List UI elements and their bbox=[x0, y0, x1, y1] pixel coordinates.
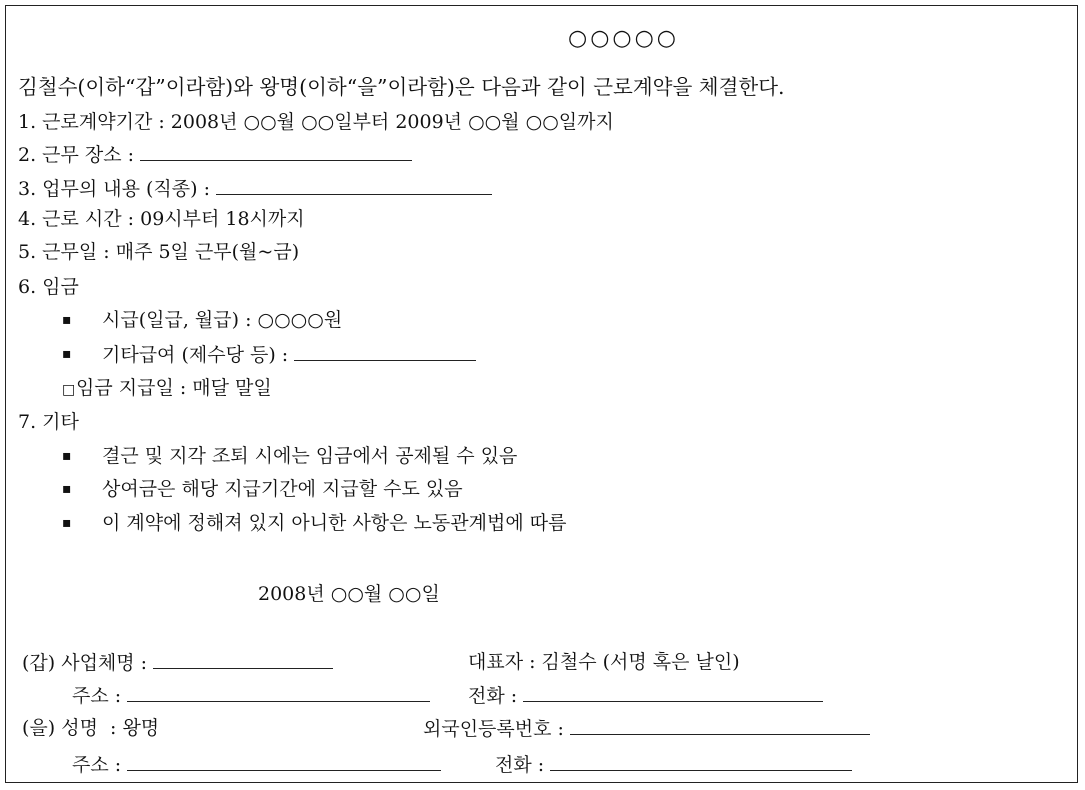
party-b-name: (을) 성명 : 왕명 bbox=[22, 717, 160, 739]
party-a-address-blank-field[interactable] bbox=[127, 683, 430, 702]
party-b-phone-label: 전화 : bbox=[495, 754, 551, 776]
misc-bullet bbox=[62, 444, 517, 468]
other-pay-blank-field[interactable] bbox=[294, 342, 476, 361]
contract-date: 2008년 ○○월 ○○일 bbox=[258, 583, 440, 605]
party-a-phone-label: 전화 : bbox=[468, 685, 524, 707]
item-wage-heading: 6. 임금 bbox=[18, 276, 79, 298]
item-job-description bbox=[18, 176, 492, 201]
party-b-registration bbox=[423, 716, 870, 741]
party-a-address bbox=[72, 683, 430, 708]
item-workplace-label: 2. 근무 장소 : bbox=[18, 144, 141, 166]
checkbox-icon: □ bbox=[62, 382, 76, 398]
misc-bullet-text: 결근 및 지각 조퇴 시에는 임금에서 공제될 수 있음 bbox=[102, 445, 518, 467]
party-a-phone bbox=[468, 683, 823, 708]
wage-payday bbox=[62, 376, 272, 400]
registration-number-blank-field[interactable] bbox=[570, 716, 870, 735]
party-b-address-blank-field[interactable] bbox=[127, 752, 441, 771]
item-workplace bbox=[18, 142, 412, 167]
misc-bullet bbox=[62, 477, 463, 501]
wage-other-label: 기타급여 (제수당 등) : bbox=[102, 344, 295, 366]
bullet-icon: ▪ bbox=[62, 312, 72, 328]
party-b-address bbox=[72, 752, 441, 777]
bullet-icon: ▪ bbox=[62, 346, 72, 362]
misc-bullet-text: 상여금은 해당 지급기간에 지급할 수도 있음 bbox=[102, 478, 463, 500]
party-b-registration-label: 외국인등록번호 : bbox=[423, 718, 570, 740]
job-description-blank-field[interactable] bbox=[216, 176, 492, 195]
party-a-representative: 대표자 : 김철수 (서명 혹은 날인) bbox=[468, 651, 740, 673]
wage-other bbox=[62, 342, 476, 367]
document-title: ○○○○○ bbox=[568, 26, 679, 51]
bullet-icon: ▪ bbox=[62, 515, 72, 531]
party-a-business bbox=[22, 650, 333, 675]
wage-hourly-text: 시급(일급, 월급) : ○○○○원 bbox=[102, 309, 343, 331]
business-name-blank-field[interactable] bbox=[153, 650, 333, 669]
contract-intro: 김철수(이하“갑”이라함)와 왕명(이하“을”이라함)은 다음과 같이 근로계약을 체결한다. bbox=[18, 75, 785, 99]
wage-hourly bbox=[62, 308, 342, 332]
party-b-phone bbox=[495, 752, 852, 777]
item-job-description-label: 3. 업무의 내용 (직종) : bbox=[18, 178, 217, 200]
wage-payday-text: 임금 지급일 : 매달 말일 bbox=[76, 377, 272, 399]
item-working-days: 5. 근무일 : 매주 5일 근무(월~금) bbox=[18, 241, 300, 263]
misc-bullet-text: 이 계약에 정해져 있지 아니한 사항은 노동관계법에 따름 bbox=[102, 512, 567, 534]
party-a-address-label: 주소 : bbox=[72, 685, 128, 707]
item-contract-period: 1. 근로계약기간 : 2008년 ○○월 ○○일부터 2009년 ○○월 ○○일까지 bbox=[18, 111, 614, 133]
party-a-phone-blank-field[interactable] bbox=[523, 683, 823, 702]
party-a-business-label: (갑) 사업체명 : bbox=[22, 652, 154, 674]
item-working-hours: 4. 근로 시간 : 09시부터 18시까지 bbox=[18, 208, 305, 230]
bullet-icon: ▪ bbox=[62, 448, 72, 464]
party-b-phone-blank-field[interactable] bbox=[550, 752, 852, 771]
item-misc-heading: 7. 기타 bbox=[18, 411, 79, 433]
misc-bullet bbox=[62, 511, 566, 535]
party-b-address-label: 주소 : bbox=[72, 754, 128, 776]
workplace-blank-field[interactable] bbox=[140, 142, 412, 161]
bullet-icon: ▪ bbox=[62, 481, 72, 497]
